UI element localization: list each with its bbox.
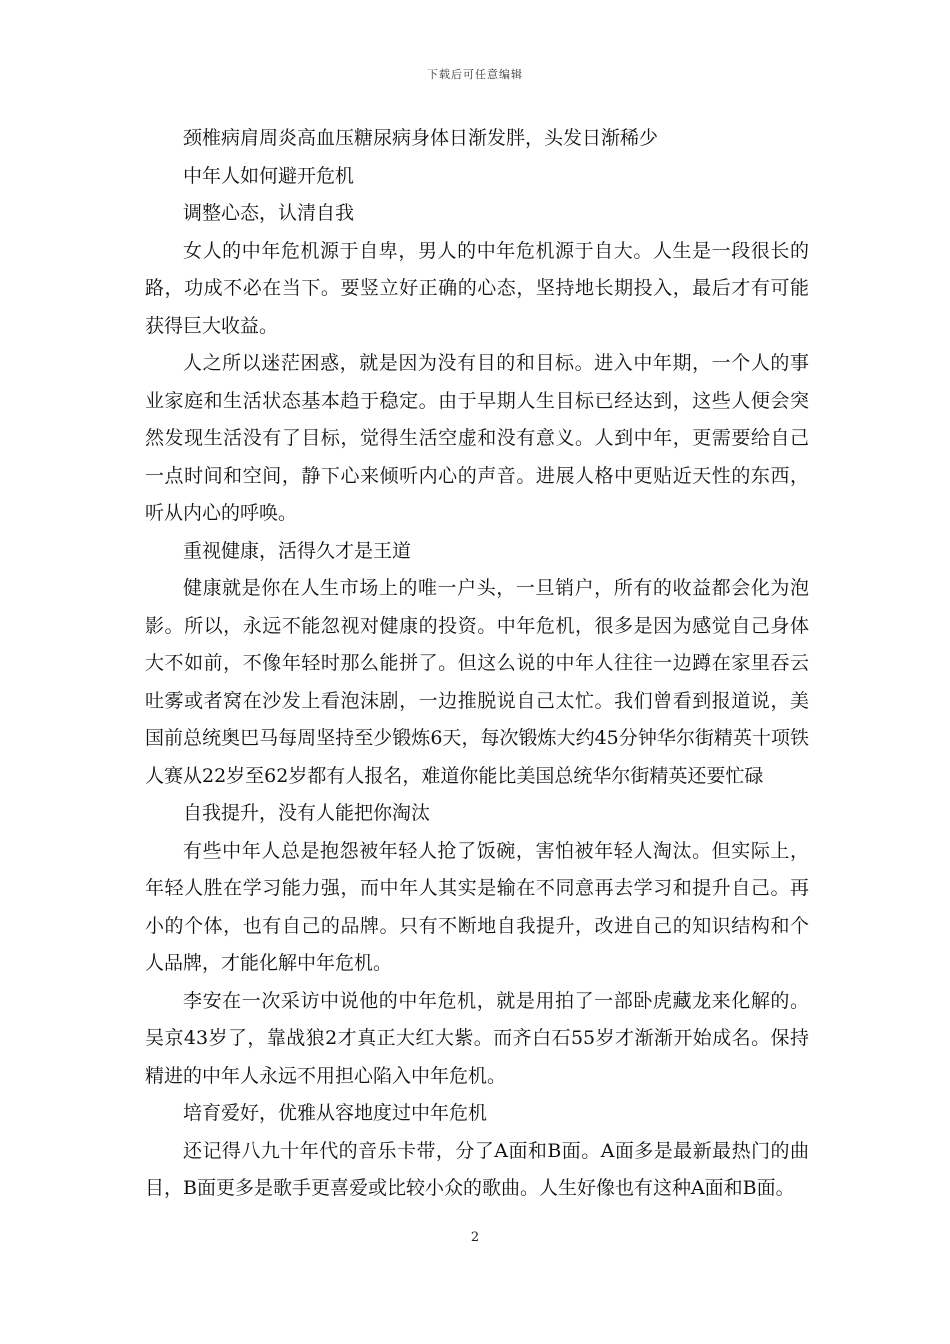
paragraph-mindset: 女人的中年危机源于自卑，男人的中年危机源于自大。人生是一段很长的路，功成不必在当下。要竖立好正确的心态，坚持地长期投入，最后才有可能获得巨大收益。 (145, 239, 809, 337)
paragraph-self-improvement: 有些中年人总是抱怨被年轻人抢了饭碗，害怕被年轻人淘汰。但实际上，年轻人胜在学习能力强，而中年人其实是输在不同意再去学习和提升自己。再小的个体，也有自己的品牌。只有不断地自我提升，改进自己的知识结构和个人品牌，才能化解中年危机。 (145, 839, 809, 974)
paragraph-goals: 人之所以迷茫困惑，就是因为没有目的和目标。进入中年期，一个人的事业家庭和生活状态基本趋于稳定。由于早期人生目标已经达到，这些人便会突然发现生活没有了目标，觉得生活空虚和没有意义。人到中年，更需要给自己一点时间和空间，静下心来倾听内心的声音。进展人格中更贴近天性的东西，听从内心的呼唤。 (145, 352, 809, 524)
paragraph-examples: 李安在一次采访中说他的中年危机，就是用拍了一部卧虎藏龙来化解的。吴京43岁了，靠战狼2才真正大红大紫。而齐白石55岁才渐渐开始成名。保持精进的中年人永远不用担心陷入中年危机。 (145, 989, 809, 1087)
paragraph-health: 健康就是你在人生市场上的唯一户头，一旦销户，所有的收益都会化为泡影。所以，永远不能忽视对健康的投资。中年危机，很多是因为感觉自己身体大不如前，不像年轻时那么能拼了。但这么说的中年人往往一边蹲在家里吞云吐雾或者窝在沙发上看泡沫剧，一边推脱说自己太忙。我们曾看到报道说，美国前总统奥巴马每周坚持至少锻炼6天，每次锻炼大约45分钟华尔街精英十项铁人赛从22岁至62岁都有人报名，难道你能比美国总统华尔街精英还要忙碌 (145, 577, 809, 787)
section-heading-avoid-crisis: 中年人如何避开危机 (183, 164, 355, 187)
section-heading-self-improvement: 自我提升，没有人能把你淘汰 (183, 802, 431, 824)
section-heading-health: 重视健康，活得久才是王道 (183, 539, 412, 562)
page-number: 2 (470, 1230, 480, 1245)
paragraph-hobbies: 还记得八九十年代的音乐卡带，分了A面和B面。A面多是最新最热门的曲目，B面更多是歌手更喜爱或比较小众的歌曲。人生好像也有这种A面和B面。 (145, 1139, 809, 1199)
section-heading-hobbies: 培育爱好，优雅从容地度过中年危机 (183, 1102, 488, 1124)
header-note: 下载后可任意编辑 (427, 68, 523, 81)
paragraph-symptoms: 颈椎病肩周炎高血压糖尿病身体日渐发胖，头发日渐稀少 (183, 127, 659, 149)
body-text (145, 120, 809, 1208)
section-heading-adjust-mindset: 调整心态，认清自我 (183, 202, 355, 224)
